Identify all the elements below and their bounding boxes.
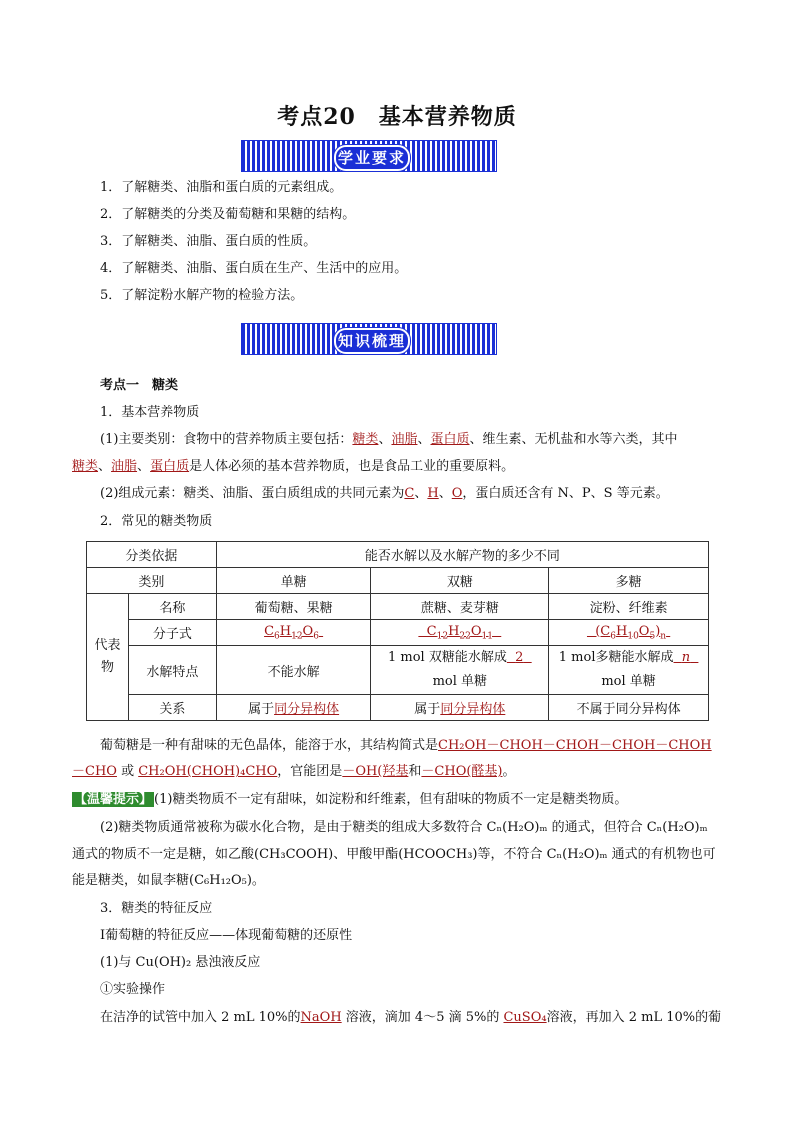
tip-label: 【温馨提示】: [74, 792, 153, 807]
requirement-item: 4．了解糖类、油脂、蛋白质在生产、生活中的应用。: [100, 261, 408, 276]
relation-mono: 属于同分异构体: [216, 695, 371, 721]
knowledge-banner: [241, 323, 497, 355]
paragraph-elements: (2)组成元素：糖类、油脂、蛋白质组成的共同元素为C、H、O，蛋白质还含有 N、P、S 等元素。: [100, 486, 669, 501]
table-header: 分子式: [128, 620, 216, 646]
knowledge-banner-label: 知识梳理: [337, 332, 406, 350]
formula-di: $C_{12}H_{22}O_{11}$: [371, 620, 549, 646]
table-cell: 多糖: [549, 568, 709, 594]
table-cell: 双糖: [371, 568, 549, 594]
subsection-heading: (1)与 Cu(OH)₂ 悬浊液反应: [100, 955, 261, 970]
glucose-paragraph: 葡萄糖是一种有甜味的无色晶体，能溶于水，其结构简式是CH₂OH－CHOH－CHOH－CHOH－CHOH: [100, 738, 712, 753]
subsection-heading: ①实验操作: [100, 982, 166, 997]
page-title: 考点20 基本营养物质: [277, 104, 517, 130]
requirements-banner-label: 学业要求: [337, 149, 406, 167]
sugar-classification-table: [86, 541, 709, 721]
hydrolysis-poly: 1 mol多糖能水解成 n mol 单糖: [549, 646, 709, 695]
tip-line: 【温馨提示】 (1)糖类物质不一定有甜味，如淀粉和纤维素，但有甜味的物质不一定是糖类物质。: [74, 792, 628, 807]
hydrolysis-di: 1 mol 双糖能水解成 2 mol 单糖: [371, 646, 549, 695]
table-header: 关系: [128, 695, 216, 721]
requirement-item: 5．了解淀粉水解产物的检验方法。: [100, 288, 304, 303]
requirement-item: 3．了解糖类、油脂、蛋白质的性质。: [100, 234, 317, 249]
tip-line: 能是糖类，如鼠李糖(C₆H₁₂O₅)。: [72, 873, 265, 888]
subsection-heading: Ⅰ葡萄糖的特征反应——体现葡萄糖的还原性: [100, 928, 353, 943]
table-cell: 蔗糖、麦芽糖: [371, 594, 549, 620]
paragraph-categories-cont: 糖类、油脂、蛋白质是人体必须的基本营养物质，也是食品工业的重要原料。: [72, 459, 515, 474]
glucose-paragraph-cont: －CHO 或 CH₂OH(CHOH)₄CHO，官能团是－OH(羟基和－CHO(醛基)。: [72, 764, 516, 779]
table-row-header: 代表 物: [87, 594, 129, 721]
experiment-paragraph: 在洁净的试管中加入 2 mL 10%的NaOH 溶液，滴加 4～5 滴 5%的 CuSO₄溶液，再加入 2 mL 10%的葡: [100, 1010, 722, 1025]
table-cell: 葡萄糖、果糖: [216, 594, 371, 620]
table-header: 类别: [87, 568, 217, 594]
requirements-banner: [241, 140, 497, 172]
table-header: 水解特点: [128, 646, 216, 695]
section-heading: 考点一 糖类: [100, 378, 179, 393]
relation-di: 属于同分异构体: [371, 695, 549, 721]
subsection-heading: 3．糖类的特征反应: [100, 901, 213, 916]
tip-line: 通式的物质不一定是糖，如乙酸(CH₃COOH)、甲酸甲酯(HCOOCH₃)等，不符合 Cₙ(H₂O)ₘ 通式的有机物也可: [72, 847, 716, 862]
subsection-heading: 1．基本营养物质: [100, 405, 200, 420]
table-header: 分类依据: [87, 542, 217, 568]
table-header: 名称: [128, 594, 216, 620]
paragraph-categories: (1)主要类别：食物中的营养物质主要包括：糖类、油脂、蛋白质、维生素、无机盐和水等六类，其中: [100, 432, 678, 447]
table-cell: 能否水解以及水解产物的多少不同: [216, 542, 708, 568]
tip-line: (2)糖类物质通常被称为碳水化合物，是由于糖类的组成大多数符合 Cₙ(H₂O)ₘ 的通式，但符合 Cₙ(H₂O)ₘ: [100, 820, 708, 835]
table-cell: 不能水解: [216, 646, 371, 695]
formula-poly: $(C_6H_{10}O_5)_n$: [549, 620, 709, 646]
formula-mono: $C_6H_{12}O_6$: [216, 620, 371, 646]
subsection-heading: 2．常见的糖类物质: [100, 514, 213, 529]
requirement-item: 1．了解糖类、油脂和蛋白质的元素组成。: [100, 180, 343, 195]
table-cell: 不属于同分异构体: [549, 695, 709, 721]
table-cell: 淀粉、纤维素: [549, 594, 709, 620]
table-cell: 单糖: [216, 568, 371, 594]
requirement-item: 2．了解糖类的分类及葡萄糖和果糖的结构。: [100, 207, 356, 222]
